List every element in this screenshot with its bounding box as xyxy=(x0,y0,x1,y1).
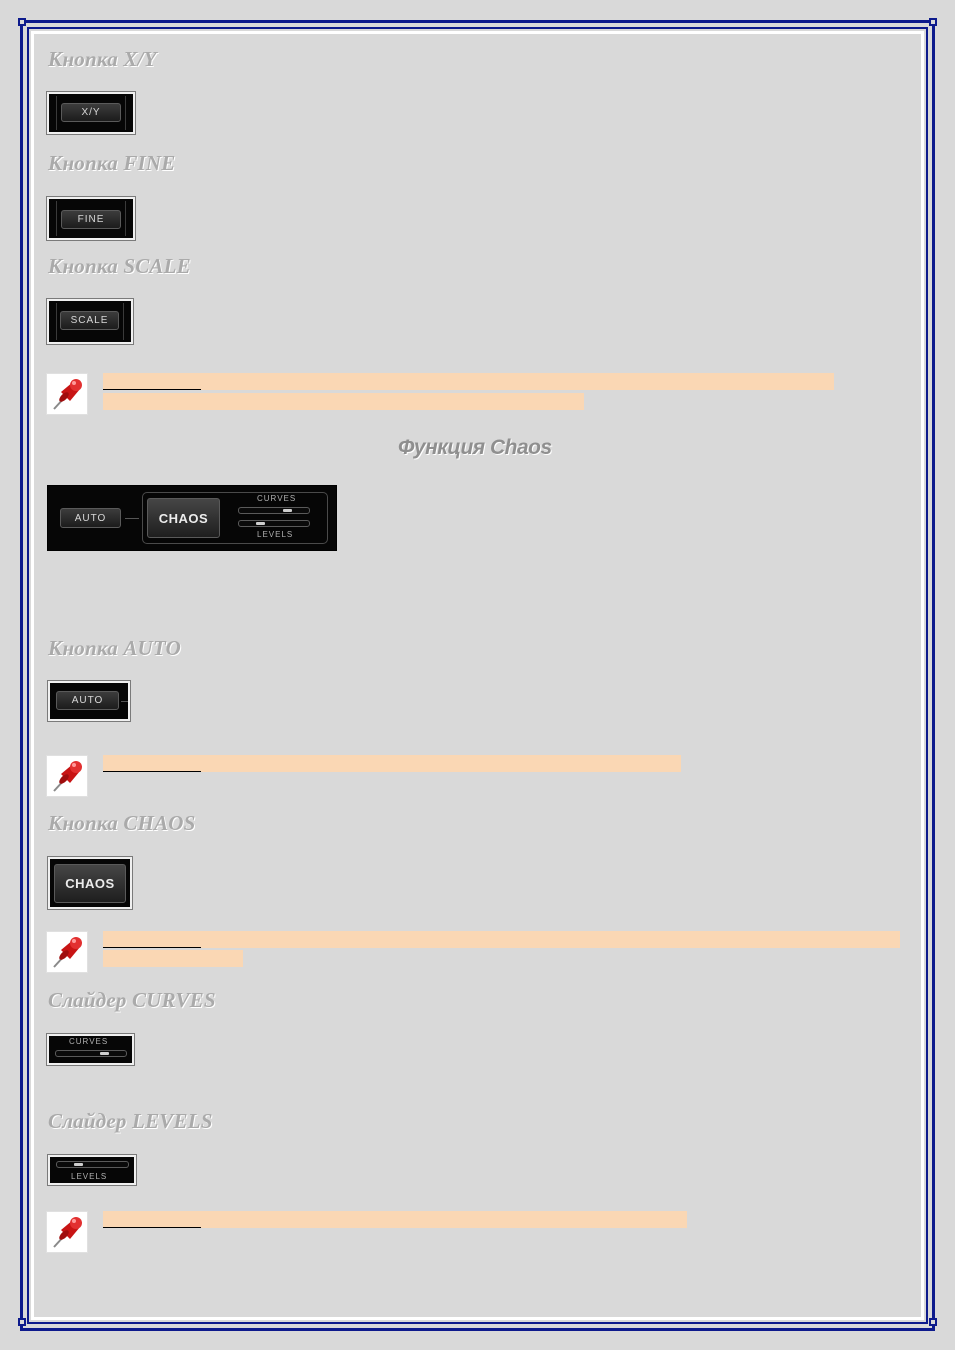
heading-levels-slider: Слайдер LEVELS xyxy=(48,1109,213,1133)
curves-slider-knob[interactable] xyxy=(100,1052,109,1055)
note-highlight xyxy=(103,755,681,772)
levels-slider-knob[interactable] xyxy=(256,522,265,525)
heading-auto-button: Кнопка AUTO xyxy=(48,636,181,660)
scale-button[interactable]: SCALE xyxy=(60,311,119,330)
curves-slider-knob[interactable] xyxy=(283,509,292,512)
note-highlight xyxy=(103,950,243,967)
connector-line xyxy=(125,518,139,519)
frame-corner-ornament xyxy=(929,1318,937,1326)
curves-slider-panel xyxy=(47,1034,134,1065)
chaos-button[interactable]: CHAOS xyxy=(147,498,220,538)
heading-chaos-button: Кнопка CHAOS xyxy=(48,811,196,835)
note-label-underline xyxy=(103,771,201,772)
pushpin-icon xyxy=(46,755,88,797)
note-label-underline xyxy=(103,1227,201,1228)
levels-slider-knob[interactable] xyxy=(74,1163,83,1166)
auto-button[interactable]: AUTO xyxy=(56,691,119,710)
scale-button-panel xyxy=(47,299,133,344)
chaos-button-panel xyxy=(48,857,132,909)
heading-scale-button: Кнопка SCALE xyxy=(48,254,191,278)
pushpin-icon xyxy=(46,931,88,973)
xy-button-panel xyxy=(47,92,135,134)
note-highlight xyxy=(103,373,834,390)
connector-line xyxy=(121,701,128,702)
chaos-group xyxy=(142,492,328,544)
heading-fine-button: Кнопка FINE xyxy=(48,151,176,175)
auto-button-panel xyxy=(48,681,130,721)
levels-slider-label: LEVELS xyxy=(71,1172,108,1181)
fine-button[interactable]: FINE xyxy=(61,210,121,229)
pushpin-icon xyxy=(46,1211,88,1253)
curves-slider-label: CURVES xyxy=(257,494,297,503)
curves-slider-track[interactable] xyxy=(238,507,310,514)
heading-xy-button: Кнопка X/Y xyxy=(48,47,157,71)
levels-slider-label: LEVELS xyxy=(257,530,294,539)
fine-button-panel xyxy=(47,197,135,240)
chaos-function-panel xyxy=(47,485,337,551)
curves-slider-label: CURVES xyxy=(69,1037,109,1046)
curves-slider-track[interactable] xyxy=(55,1050,127,1057)
frame-corner-ornament xyxy=(18,18,26,26)
frame-corner-ornament xyxy=(18,1318,26,1326)
note-label-underline xyxy=(103,947,201,948)
note-highlight xyxy=(103,1211,687,1228)
note-highlight xyxy=(103,393,584,410)
heading-chaos-function: Функция Chaos xyxy=(398,436,552,459)
levels-slider-track[interactable] xyxy=(238,520,310,527)
xy-button[interactable]: X/Y xyxy=(61,103,121,122)
levels-slider-panel xyxy=(48,1155,136,1185)
note-label-underline xyxy=(103,389,201,390)
levels-slider-track[interactable] xyxy=(56,1161,129,1168)
note-highlight xyxy=(103,931,900,948)
auto-button[interactable]: AUTO xyxy=(60,508,121,528)
chaos-button[interactable]: CHAOS xyxy=(54,864,126,903)
heading-curves-slider: Слайдер CURVES xyxy=(48,988,216,1012)
frame-corner-ornament xyxy=(929,18,937,26)
pushpin-icon xyxy=(46,373,88,415)
